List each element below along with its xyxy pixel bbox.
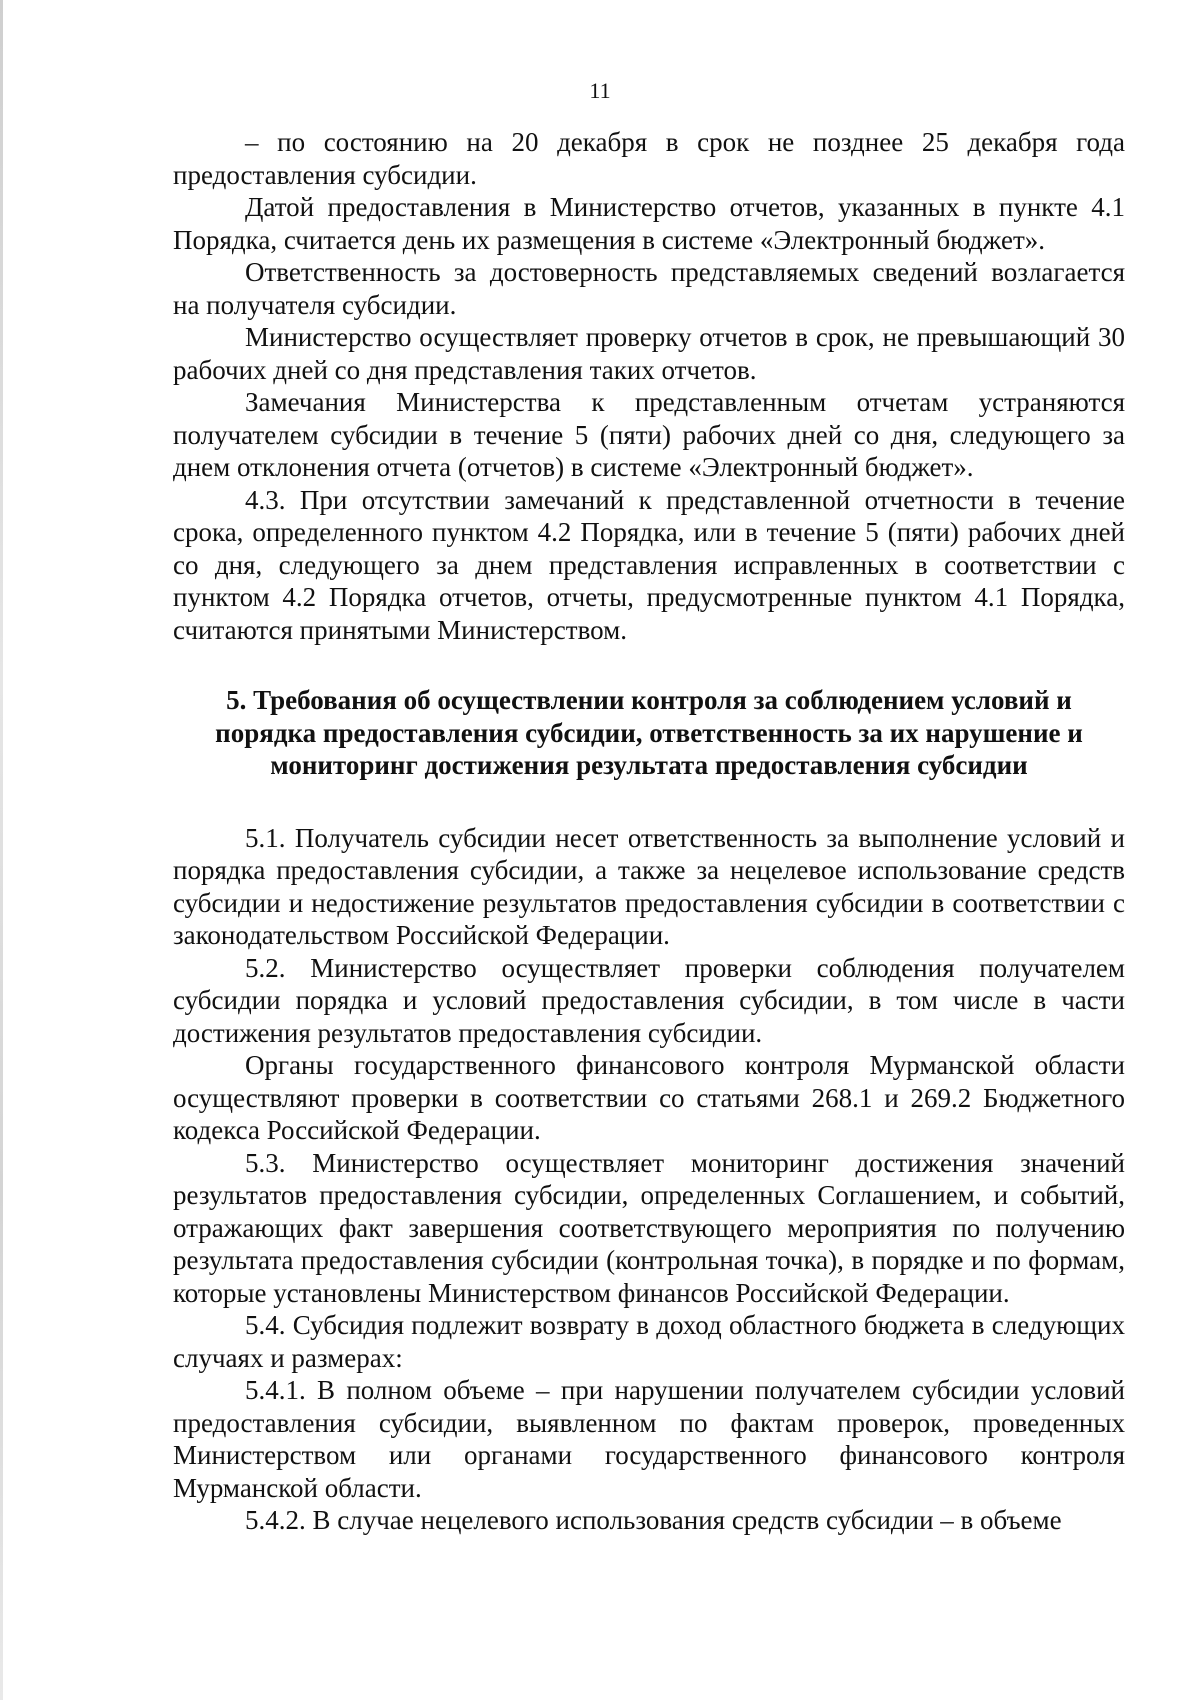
- paragraph-5-4-1: 5.4.1. В полном объеме – при нарушении получателем субсидии условий предоставления субсидии, выявленном по фактам проверок, проведенных Министерством или органами государственного финансового контроля Мурманской области.: [173, 1375, 1125, 1503]
- paragraph-5-4: 5.4. Субсидия подлежит возврату в доход областного бюджета в следующих случаях и размерах:: [173, 1310, 1125, 1373]
- paragraph-5-4-2: 5.4.2. В случае нецелевого использования средств субсидии – в объеме: [245, 1505, 1062, 1535]
- paragraph-5-2: 5.2. Министерство осуществляет проверки соблюдения получателем субсидии порядка и условий предоставления субсидии, в том числе в части достижения результатов предоставления субсидии.: [173, 952, 1125, 1048]
- heading-line: 5. Требования об осуществлении контроля за соблюдением условий и: [226, 685, 1072, 715]
- paragraph-4-3: 4.3. При отсутствии замечаний к представленной отчетности в течение срока, определенного пунктом 4.2 Порядка, или в течение 5 (пяти) рабочих дней со дня, следующего за днем представления исправленных в соответствии с пунктом 4.2 Порядка отчетов, отчеты, предусмотренные пунктом 4.1 Порядка, считаются принятыми Министерством.: [173, 484, 1125, 645]
- heading-line: порядка предоставления субсидии, ответственность за их нарушение и: [215, 717, 1083, 748]
- paragraph-remarks: Замечания Министерства к представленным отчетам устраняются получателем субсидии в течение 5 (пяти) рабочих дней со дня, следующего за днем отклонения отчета (отчетов) в системе «Электронный бюджет».: [173, 387, 1125, 482]
- page-number: 11: [589, 78, 611, 103]
- paragraph-5-3: 5.3. Министерство осуществляет мониторинг достижения значений результатов предоставления субсидии, определенных Соглашением, и событий, отражающих факт завершения соответствующего мероприятия по получению результата предоставления субсидии (контрольная точка), в порядке и по формам, которые установлены Министерством финансов Российской Федерации.: [173, 1147, 1125, 1308]
- paragraph-deadline-december: – по состоянию на 20 декабря в срок не позднее 25 декабря года предоставления субсидии.: [173, 127, 1125, 190]
- paragraph-responsibility: Ответственность за достоверность представляемых сведений возлагается на получателя субсидии.: [173, 257, 1125, 320]
- paragraph-5-1: 5.1. Получатель субсидии несет ответственность за выполнение условий и порядка предоставления субсидии, а также за нецелевое использование средств субсидии и недостижение результатов предоставления субсидии в соответствии с законодательством Российской Федерации.: [173, 822, 1125, 950]
- document-body: [173, 126, 1125, 1537]
- paragraph-report-date: Датой предоставления в Министерство отчетов, указанных в пункте 4.1 Порядка, считается день их размещения в системе «Электронный бюджет».: [173, 192, 1125, 255]
- section-5-heading: [173, 684, 1125, 782]
- scan-edge: [0, 0, 3, 1700]
- paragraph-ministry-check: Министерство осуществляет проверку отчетов в срок, не превышающий 30 рабочих дней со дня представления таких отчетов.: [173, 322, 1125, 385]
- paragraph-financial-control: Органы государственного финансового контроля Мурманской области осуществляют проверки в соответствии со статьями 268.1 и 269.2 Бюджетного кодекса Российской Федерации.: [173, 1050, 1125, 1145]
- heading-line: мониторинг достижения результата предоставления субсидии: [270, 750, 1028, 780]
